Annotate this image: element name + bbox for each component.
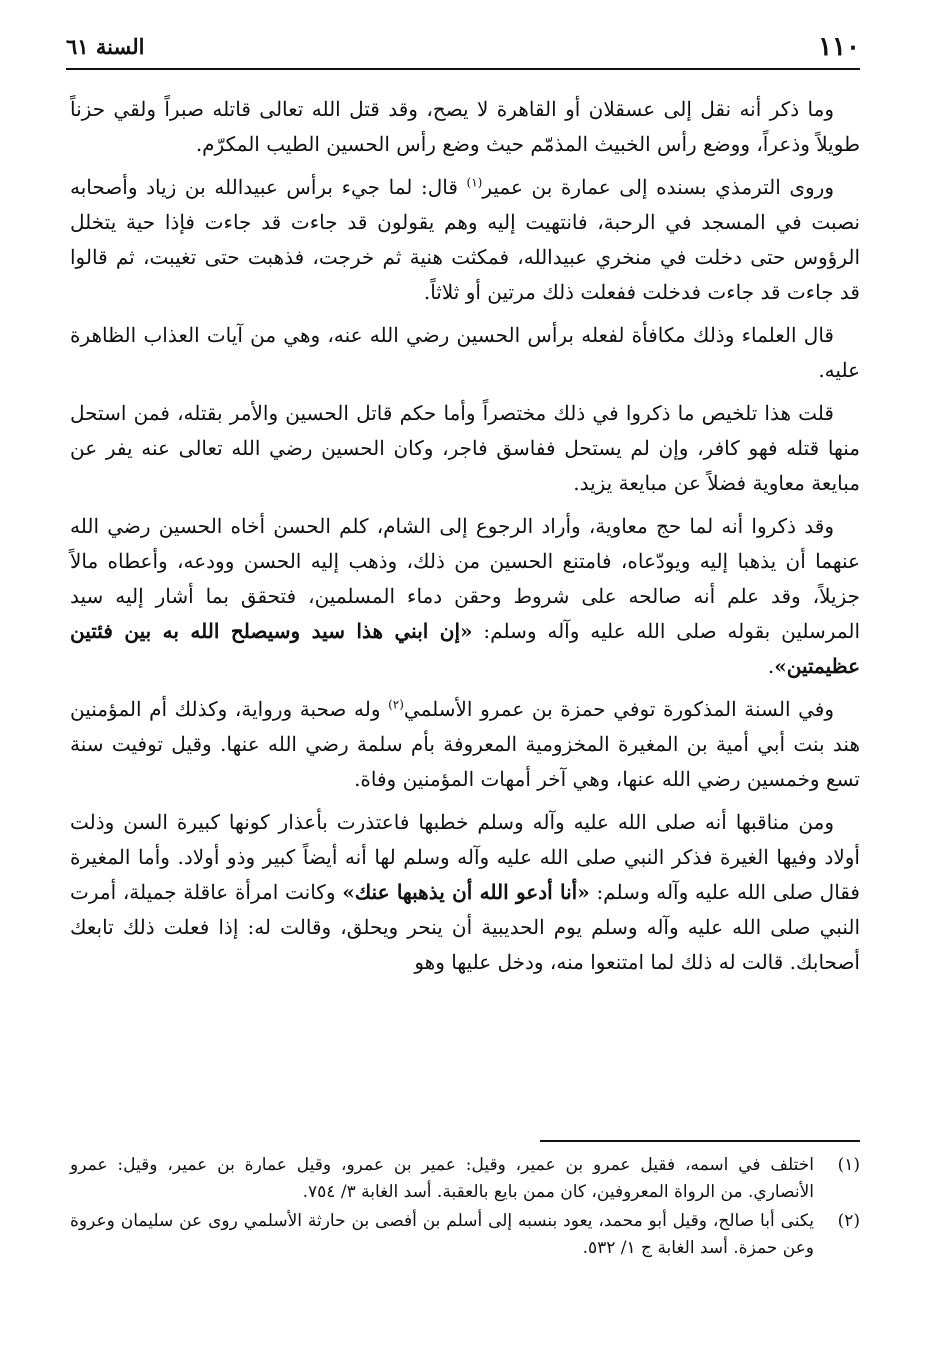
paragraph-text: وروى الترمذي بسنده إلى عمارة بن عمير — [482, 175, 835, 199]
footnote-number: (١) — [837, 1155, 860, 1175]
paragraph-text: وما ذكر أنه نقل إلى عسقلان أو القاهرة لا يصح، وقد قتل الله تعالى قاتله صبراً ولقي حزناً طويلاً وذعراً، ووضع رأس الخبيث المذمّم حيث وضع رأس الحسين الطيب المكرّم. — [70, 97, 860, 156]
paragraph — [70, 92, 860, 162]
paragraph-text: ومن مناقبها أنه صلى الله عليه وآله وسلم خطبها فاعتذرت بأعذار كونها كبيرة السن وذلت أولاد وفيها الغيرة فذكر النبي صلى الله عليه وآله وسلم لها أنه أيضاً كبير وذو أولاد. وأما المغيرة فقال صلى الله عليه وآله وسلم: — [70, 810, 860, 904]
paragraph-text: . — [767, 654, 775, 678]
paragraph — [70, 509, 860, 684]
page-number: ١١٠ — [818, 32, 860, 62]
footnote-text: اختلف في اسمه، فقيل عمرو بن عمير، وقيل: عمير بن عمرو، وقيل عمارة بن عمير، وقيل: عمرو الأنصاري. من الرواة المعروفين، كان ممن بايع بالعقبة. أسد الغابة ٣/ ٧٥٤. — [70, 1155, 814, 1202]
paragraph-text: وكانت امرأة عاقلة جميلة، أمرت النبي صلى الله عليه وآله وسلم يوم الحديبية أن ينحر ويحلق، وقالت له: إذا فعلت ذلك تابعك أصحابك. قالت له ذلك لما امتنعوا منه، ودخل عليها وهو — [70, 880, 860, 974]
paragraph-text: قلت هذا تلخيص ما ذكروا في ذلك مختصراً وأما حكم قاتل الحسين والأمر بقتله، فمن استحل منها قتله فهو كافر، وإن لم يستحل ففاسق فاجر، وكان الحسين رضي الله تعالى عنه يفر عن مبايعة معاوية فضلاً عن مبايعة يزيد. — [70, 401, 860, 495]
footnote-divider — [540, 1140, 860, 1142]
footnote-ref: (٢) — [388, 697, 404, 712]
footnote — [70, 1208, 860, 1262]
hadith-quote: «أنا أدعو الله أن يذهبها عنك» — [342, 880, 590, 904]
footnote-ref: (١) — [466, 175, 483, 190]
paragraph-text: قال: لما جيء برأس عبيدالله بن زياد وأصحابه نصبت في المسجد في الرحبة، فانتهيت إليه وهم يقولون قد جاءت قد جاءت فإذا حية يتخلل الرؤوس حتى دخلت في منخري عبيدالله، فمكثت هنية ثم خرجت، فذهبت حتى تغيبت، ثم قالوا قد جاءت قد جاءت فدخلت ففعلت ذلك مرتين أو ثلاثاً. — [70, 175, 860, 304]
footnote-number: (٢) — [837, 1211, 860, 1231]
footnotes — [70, 1152, 860, 1264]
paragraph — [70, 170, 860, 310]
paragraph — [70, 805, 860, 980]
paragraph-text: وقد ذكروا أنه لما حج معاوية، وأراد الرجوع إلى الشام، كلم الحسن أخاه الحسين رضي الله عنهما أن يذهبا إليه ويودّعاه، فامتنع الحسين من ذلك، وذهب إليه الحسن وودعه، وأعطاه مالاً جزيلاً، وقد علم أنه صالحه على شروط وحقن دماء المسلمين، فتحقق بما أشار إليه سيد المرسلين بقوله صلى الله عليه وآله وسلم: — [70, 514, 861, 643]
main-text — [70, 92, 860, 988]
paragraph-text: قال العلماء وذلك مكافأة لفعله برأس الحسين رضي الله عنه، وهي من آيات العذاب الظاهرة عليه. — [70, 323, 860, 382]
footnote-text: يكنى أبا صالح، وقيل أبو محمد، يعود بنسبه إلى أسلم بن أفصى بن حارثة الأسلمي روى عن سليمان وعروة وعن حمزة. أسد الغابة ج ١/ ٥٣٢. — [70, 1211, 814, 1258]
running-title: السنة ٦١ — [66, 34, 145, 59]
paragraph — [70, 318, 860, 388]
paragraph-text: وفي السنة المذكورة توفي حمزة بن عمرو الأسلمي — [403, 697, 835, 721]
footnote — [70, 1152, 860, 1206]
paragraph — [70, 396, 860, 501]
paragraph — [70, 692, 860, 797]
page-header — [66, 32, 860, 70]
hadith-quote: «إن ابني هذا سيد وسيصلح الله به بين فئتين عظيمتين» — [70, 619, 860, 678]
paragraph-text: وله صحبة ورواية، وكذلك أم المؤمنين هند بنت أبي أمية بن المغيرة المخزومية المعروفة بأم سلمة رضي الله عنها. وقيل توفيت سنة تسع وخمسين رضي الله عنها، وهي آخر أمهات المؤمنين وفاة. — [70, 697, 860, 791]
